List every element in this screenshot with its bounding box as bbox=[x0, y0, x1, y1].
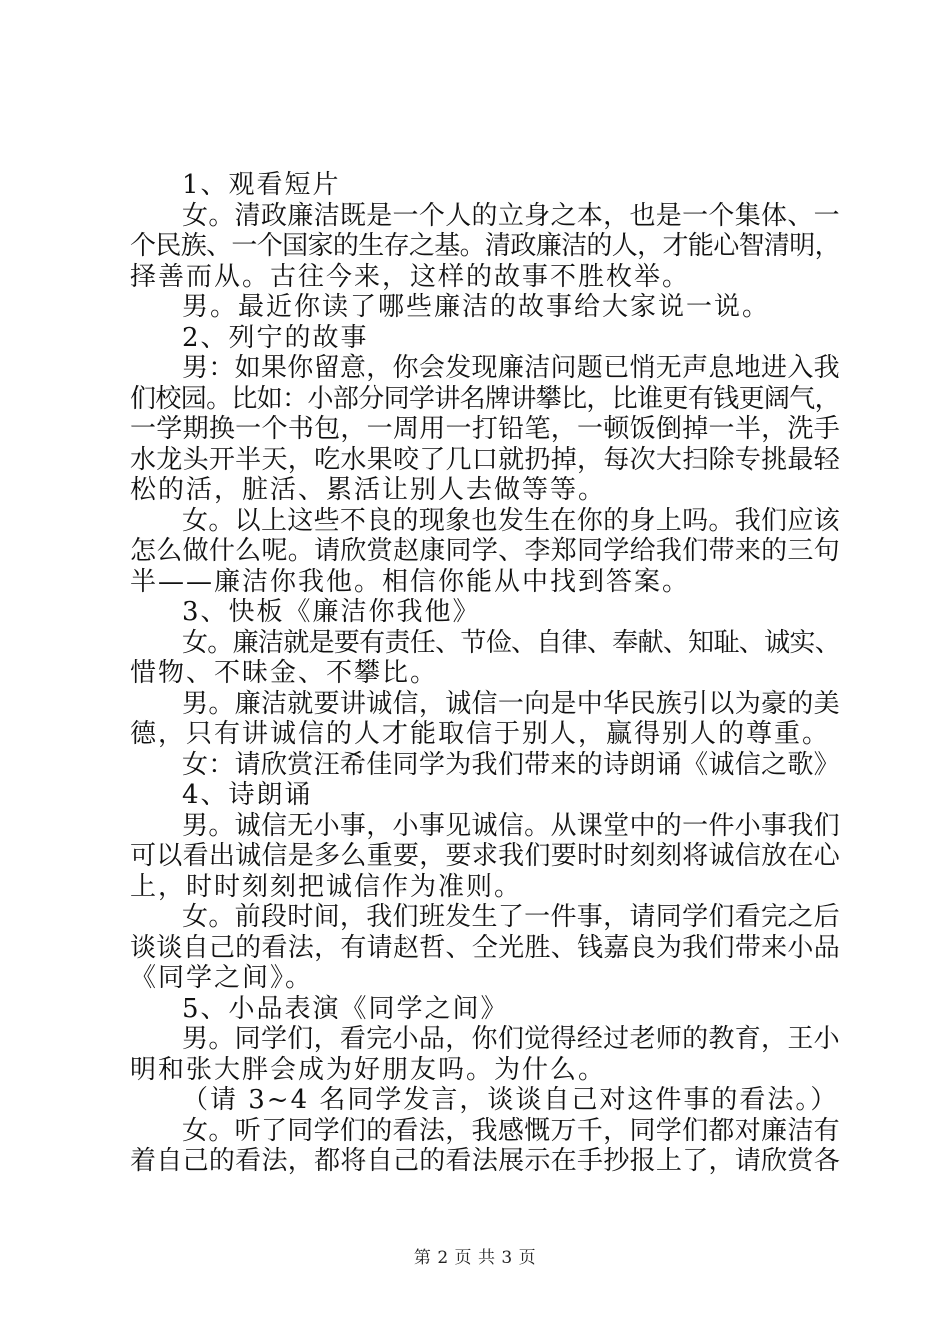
text-line: 可以看出诚信是多么重要，要求我们要时时刻刻将诚信放在心 bbox=[130, 841, 841, 871]
text-line: 女。以上这些不良的现象也发生在你的身上吗。我们应该 bbox=[182, 505, 841, 536]
text-line: 松的活，脏活、累活让别人去做等等。 bbox=[130, 475, 607, 505]
text-line: 择善而从。古往今来，这样的故事不胜枚举。 bbox=[130, 261, 691, 292]
text-line: 上，时时刻刻把诚信作为准则。 bbox=[130, 871, 523, 902]
text-line: 水龙头开半天，吃水果咬了几口就扔掉，每次大扫除专挑最轻 bbox=[130, 444, 841, 475]
text-line: 明和张大胖会成为好朋友吗。为什么。 bbox=[130, 1054, 607, 1085]
text-line: 怎么做什么呢。请欣赏赵康同学、李郑同学给我们带来的三句 bbox=[130, 536, 841, 566]
text-line: 谈谈自己的看法，有请赵哲、仝光胜、钱嘉良为我们带来小品 bbox=[130, 932, 841, 963]
text-line: 男。最近你读了哪些廉洁的故事给大家说一说。 bbox=[182, 292, 771, 322]
text-line: 惜物、不昧金、不攀比。 bbox=[130, 658, 439, 688]
text-line: 个民族、一个国家的生存之基。清政廉洁的人，才能心智清明， bbox=[130, 231, 841, 261]
text-line: 男：如果你留意，你会发现廉洁问题已悄无声息地进入我 bbox=[182, 353, 841, 383]
text-line: 4、诗朗诵 bbox=[182, 780, 313, 810]
text-line: 《同学之间》。 bbox=[130, 963, 314, 993]
document-body bbox=[130, 170, 840, 1177]
text-line: 女：请欣赏汪希佳同学为我们带来的诗朗诵《诚信之歌》 bbox=[182, 749, 841, 780]
text-line: 一学期换一个书包，一周用一打铅笔，一顿饭倒掉一半，洗手 bbox=[130, 414, 841, 444]
page-footer: 第 2 页 共 3 页 bbox=[413, 1248, 537, 1268]
text-line: 5、小品表演《同学之间》 bbox=[182, 993, 509, 1024]
text-line: 女。听了同学们的看法，我感慨万千，同学们都对廉洁有 bbox=[182, 1115, 841, 1146]
text-line: 男。廉洁就要讲诚信，诚信一向是中华民族引以为豪的美 bbox=[182, 688, 841, 719]
text-line: 3、快板《廉洁你我他》 bbox=[182, 597, 481, 627]
text-line: 女。廉洁就是要有责任、节俭、自律、奉献、知耻、诚实、 bbox=[182, 627, 841, 658]
text-line: 女。前段时间，我们班发生了一件事，请同学们看完之后 bbox=[182, 902, 841, 932]
text-line: 男。诚信无小事，小事见诚信。从课堂中的一件小事我们 bbox=[182, 810, 841, 841]
text-line: 男。同学们，看完小品，你们觉得经过老师的教育，王小 bbox=[182, 1024, 841, 1054]
text-line: （请 3~4 名同学发言，谈谈自己对这件事的看法。） bbox=[182, 1085, 839, 1115]
text-line: 们校园。比如：小部分同学讲名牌讲攀比，比谁更有钱更阔气， bbox=[130, 383, 841, 414]
text-line: 1、观看短片 bbox=[182, 170, 341, 200]
text-line: 半——廉洁你我他。相信你能从中找到答案。 bbox=[130, 566, 691, 597]
text-line: 2、列宁的故事 bbox=[182, 322, 369, 353]
text-line: 德，只有讲诚信的人才能取信于别人，赢得别人的尊重。 bbox=[130, 719, 831, 749]
text-line: 女。清政廉洁既是一个人的立身之本，也是一个集体、一 bbox=[182, 200, 841, 231]
text-line: 着自己的看法，都将自己的看法展示在手抄报上了，请欣赏各 bbox=[130, 1146, 841, 1176]
